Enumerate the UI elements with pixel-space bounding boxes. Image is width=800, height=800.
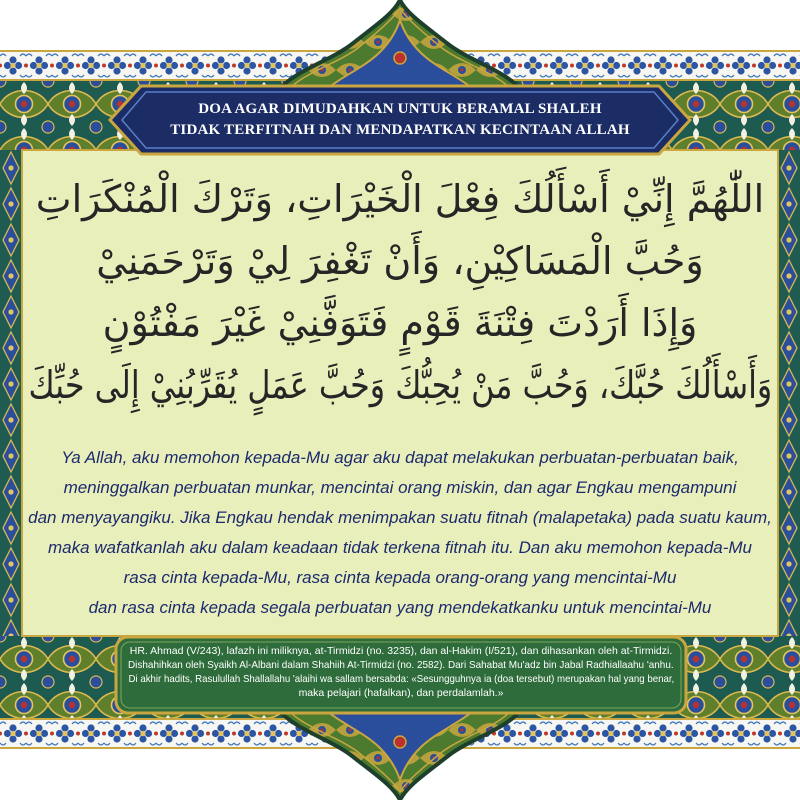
- translation-line-1-text: Ya Allah, aku memohon kepada-Mu agar aku dapat melakukan perbuatan-perbuatan baik,: [61, 448, 739, 467]
- arabic-prayer-text: [28, 168, 772, 416]
- translation-line: [26, 443, 774, 473]
- title-line: [146, 99, 654, 120]
- source-line-4-text: maka pelajari (hafalkan), dan perdalamlah.»: [298, 687, 504, 699]
- source-line: [128, 658, 674, 672]
- translation-line: [26, 533, 774, 563]
- arabic-line-2-text: وَحُبَّ الْمَسَاكِيْنِ، وَأَنْ تَغْفِرَ لِيْ وَتَرْحَمَنِيْ: [96, 239, 704, 283]
- source-line: [128, 686, 674, 700]
- source-line: [128, 644, 674, 658]
- title-line: [146, 120, 654, 141]
- source-line-2-text: Dishahihkan oleh Syaikh Al-Albani dalam Shahiih At-Tirmidzi (no. 2582). Dari Sahabat Mu'adz bin Jabal Radhiallaahu 'anhu.: [128, 659, 674, 671]
- arabic-line-1-text: اللّٰهُمَّ إِنِّيْ أَسْأَلُكَ فِعْلَ الْخَيْرَاتِ، وَتَرْكَ الْمُنْكَرَاتِ: [35, 177, 765, 221]
- translation-line-6-text: dan rasa cinta kepada segala perbuatan yang mendekatkanku untuk mencintai-Mu: [88, 598, 712, 617]
- arabic-line: [28, 230, 772, 292]
- arabic-line-3-text: وَإِذَا أَرَدْتَ فِتْنَةَ قَوْمٍ فَتَوَفَّنِيْ غَيْرَ مَفْتُوْنٍ: [102, 301, 698, 345]
- translation-line: [26, 473, 774, 503]
- bottom-dome-ornament: [272, 700, 528, 800]
- title-line-2-text: TIDAK TERFITNAH DAN MENDAPATKAN KECINTAAN ALLAH: [170, 122, 630, 138]
- page-title: [146, 99, 654, 141]
- translation-text: [26, 443, 774, 623]
- title-line-1-text: DOA AGAR DIMUDAHKAN UNTUK BERAMAL SHALEH: [198, 101, 602, 117]
- translation-line-4-text: maka wafatkanlah aku dalam keadaan tidak terkena fitnah itu. Dan aku memohon kepada-Mu: [47, 538, 753, 557]
- arabic-line: [28, 354, 772, 416]
- translation-line-5-text: rasa cinta kepada-Mu, rasa cinta kepada orang-orang yang mencintai-Mu: [123, 568, 677, 587]
- translation-line-2-text: meninggalkan perbuatan munkar, mencintai orang miskin, dan agar Engkau mengampuni: [63, 478, 737, 497]
- arabic-line-4-text: وَأَسْأَلُكَ حُبَّكَ، وَحُبَّ مَنْ يُحِبُّكَ وَحُبَّ عَمَلٍ يُقَرِّبُنِيْ إِلَى حُبِّكَ: [28, 363, 772, 407]
- left-side-border: [0, 150, 22, 637]
- hadith-source-text: [128, 644, 674, 700]
- right-side-border: [778, 150, 800, 637]
- translation-line: [26, 503, 774, 533]
- translation-line-3-text: dan menyayangiku. Jika Engkau hendak menimpakan suatu fitnah (malapetaka) pada suatu kaum,: [28, 508, 772, 527]
- source-line-3-text: Di akhir hadits, Rasulullah Shallallahu 'alaihi wa sallam bersabda: «Sesungguhnya ia (doa tersebut) merupakan hal yang benar,: [128, 673, 674, 685]
- translation-line: [26, 563, 774, 593]
- arabic-line: [28, 292, 772, 354]
- arabic-line: [28, 168, 772, 230]
- source-line: [128, 672, 674, 686]
- source-line-1-text: HR. Ahmad (V/243), lafazh ini miliknya, at-Tirmidzi (no. 3235), dan al-Hakim (I/521), dan dihasankan oleh at-Tirmidzi.: [129, 645, 673, 657]
- translation-line: [26, 593, 774, 623]
